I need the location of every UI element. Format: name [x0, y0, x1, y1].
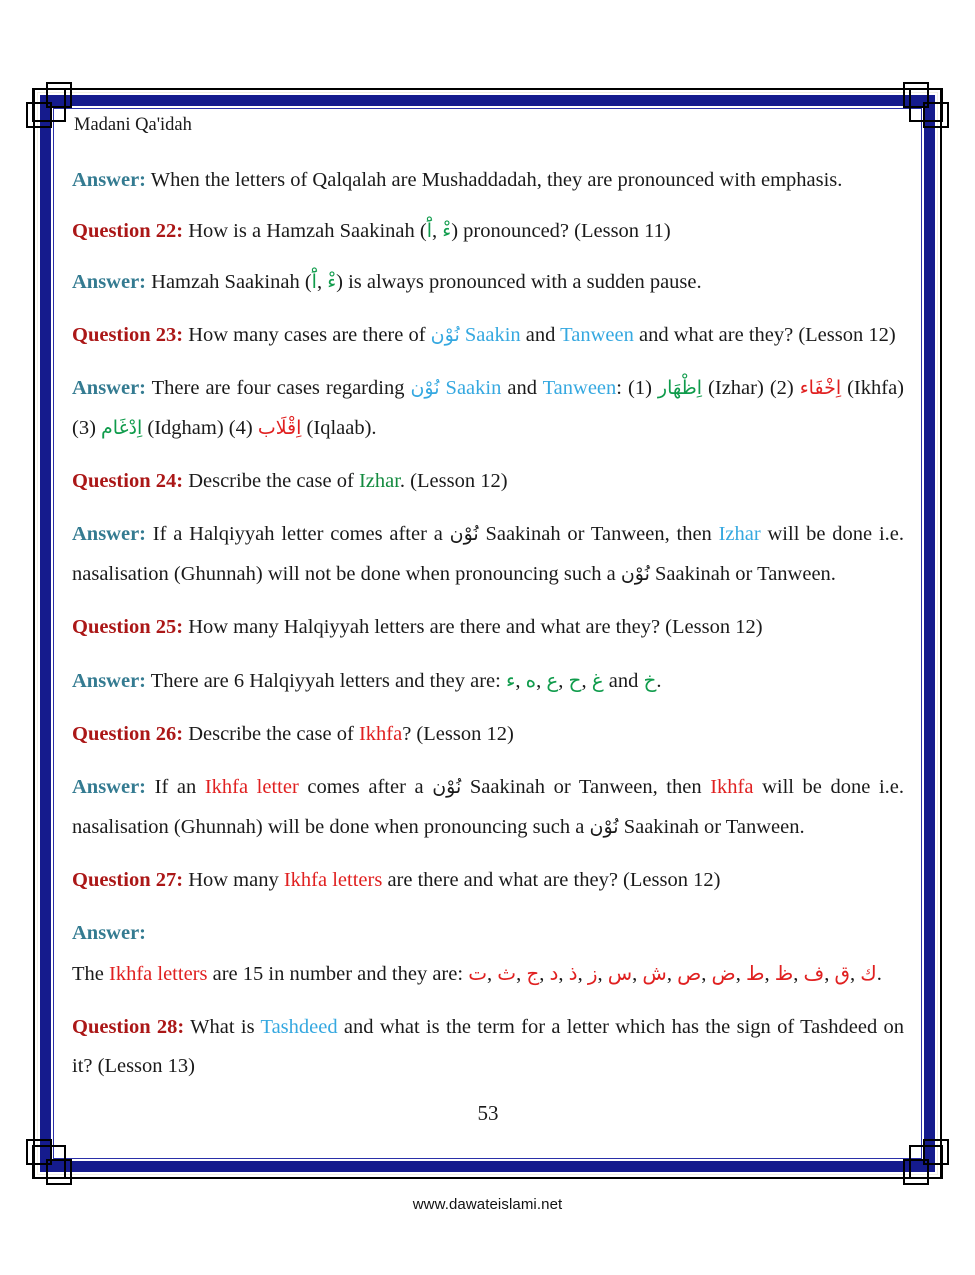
separator: ,: [539, 962, 550, 985]
question-label-26: Question 26:: [72, 722, 184, 745]
separator: ,: [515, 669, 526, 692]
arabic-ikhfa-letter: ظ: [774, 960, 794, 985]
question-text-22a: How is a Hamzah Saakinah (: [183, 220, 427, 243]
answer-text-23c: : (1): [616, 376, 658, 399]
conjunction: and: [603, 669, 644, 692]
question-label-23: Question 23:: [72, 323, 184, 346]
answer-text-22b: ,: [316, 270, 328, 293]
question-text-24a: Describe the case of: [183, 469, 359, 492]
question-text-23b: and: [520, 323, 561, 346]
question-label-24: Question 24:: [72, 469, 184, 492]
question-text-23c: and what are they? (Lesson 12): [633, 323, 896, 346]
answer-text-23b: and: [501, 376, 543, 399]
question-block-24: [72, 462, 904, 502]
corner-ornament-bottom-right: [883, 1119, 953, 1189]
arabic-noon: نُوْن: [620, 562, 650, 585]
question-text-26b: ? (Lesson 12): [402, 722, 514, 745]
answer-block-26: [72, 768, 904, 848]
arabic-ikhfa-letter: ك: [860, 960, 877, 985]
question-label-27: Question 27:: [72, 868, 184, 891]
question-text-23a: How many cases are there of: [183, 323, 431, 346]
term-tanween: Tanween: [542, 376, 617, 399]
answer-text-26e: Saakinah or Tanween.: [618, 815, 805, 838]
corner-ornament-bottom-left: [22, 1119, 92, 1189]
question-block-23: [72, 316, 904, 356]
arabic-ikhfa-letter: د: [549, 960, 559, 985]
arabic-ikhfa-letter: ط: [745, 960, 765, 985]
answer-block-27: [72, 954, 904, 995]
separator: ,: [735, 962, 746, 985]
term-ikhfa-letter: Ikhfa letter: [204, 775, 299, 798]
answer-text-22c: ) is always pronounced with a sudden pause.: [336, 270, 702, 293]
question-text-22b: ,: [432, 220, 443, 243]
question-text-28a: What is: [184, 1015, 261, 1038]
answer-text-26a: If an: [146, 775, 205, 798]
arabic-idgham: اِدْغَام: [101, 416, 143, 439]
arabic-halqiyyah-letter: خ: [643, 667, 657, 692]
arabic-ikhfa-letter: س: [607, 960, 633, 985]
arabic-ikhfa-letter: ف: [803, 960, 825, 985]
page-content: [72, 113, 904, 1126]
separator: ,: [666, 962, 678, 985]
question-text-26a: Describe the case of: [183, 722, 359, 745]
separator: ,: [558, 669, 569, 692]
question-text-27b: are there and what are they? (Lesson 12): [382, 868, 721, 891]
answer-label: Answer:: [72, 169, 147, 192]
answer-text-27a: The: [72, 962, 109, 985]
answer-block-25: [72, 661, 904, 702]
arabic-halqiyyah-letter: ء: [505, 667, 516, 692]
arabic-noon: نُوْن: [449, 522, 479, 545]
term-ikhfa: Ikhfa: [358, 722, 403, 745]
term-tashdeed: Tashdeed: [260, 1015, 338, 1038]
arabic-ikhfa-letter: ص: [677, 960, 702, 985]
answer-label: Answer:: [72, 522, 147, 545]
separator: ,: [487, 962, 498, 985]
question-block-26: [72, 715, 904, 755]
arabic-noon: نُوْن: [430, 323, 460, 346]
separator: ,: [581, 669, 592, 692]
answer-block-23: [72, 369, 904, 449]
arabic-noon: نُوْن: [589, 815, 619, 838]
question-text-27a: How many: [183, 868, 284, 891]
separator: ,: [597, 962, 608, 985]
answer-text-23d: (Izhar) (2): [702, 376, 800, 399]
question-block-22: [72, 212, 904, 252]
answer-label: Answer:: [72, 376, 147, 399]
term-saakin: Saakin: [464, 323, 521, 346]
term-saakin: Saakin: [445, 376, 502, 399]
arabic-ikhfa-letter: ج: [526, 960, 540, 985]
arabic-ikhfa-letter: ق: [834, 960, 850, 985]
answer-text-25b: .: [656, 669, 662, 692]
page-number: 53: [477, 1101, 499, 1126]
arabic-ikhfa-letter: ت: [468, 960, 488, 985]
answer-block-22: [72, 263, 904, 303]
answer-text-25a: There are 6 Halqiyyah letters and they are:: [146, 669, 506, 692]
answer-text-23e: (Ikhfa) (3): [72, 376, 905, 439]
separator: ,: [558, 962, 569, 985]
question-text-25: How many Halqiyyah letters are there and what are they? (Lesson 12): [183, 615, 763, 638]
answer-block-27-label: [72, 914, 904, 954]
separator: ,: [536, 669, 547, 692]
answer-text-27c: .: [876, 962, 882, 985]
arabic-noon: نُوْن: [410, 376, 440, 399]
answer-label: Answer:: [72, 669, 147, 692]
term-izhar: Izhar: [718, 522, 761, 545]
question-text-24b: . (Lesson 12): [399, 469, 508, 492]
arabic-hamzah-alif: اَْ: [426, 220, 432, 243]
term-izhar: Izhar: [358, 469, 400, 492]
answer-text-23f: (Idgham) (4): [142, 416, 258, 439]
answer-text-27b: are 15 in number and they are:: [207, 962, 469, 985]
arabic-halqiyyah-letter: ح: [568, 667, 582, 692]
answer-text-21: When the letters of Qalqalah are Mushaddadah, they are pronounced with emphasis.: [146, 169, 843, 192]
answer-text-26d: will be done i.e. nasalisation (Ghunnah) will be done when pronouncing such a: [72, 775, 904, 838]
question-block-25: [72, 608, 904, 648]
separator: ,: [577, 962, 588, 985]
separator: ,: [516, 962, 527, 985]
footer-url: www.dawateislami.net: [412, 1196, 563, 1213]
separator: ,: [824, 962, 835, 985]
answer-text-24d: Saakinah or Tanween.: [649, 562, 836, 585]
question-text-22c: ) pronounced? (Lesson 11): [451, 220, 671, 243]
answer-label: Answer:: [72, 775, 147, 798]
separator: ,: [701, 962, 712, 985]
answer-block-24: [72, 515, 904, 595]
question-text-28b: and what is the term for a letter which has the sign of Tashdeed on it? (Lesson 13): [72, 1015, 904, 1078]
arabic-halqiyyah-letter: ه: [525, 667, 537, 692]
arabic-ikhfa-letter: ث: [497, 960, 517, 985]
term-tanween: Tanween: [560, 323, 634, 346]
arabic-izhar: اِظْهَار: [657, 376, 703, 399]
answer-text-24c: will be done i.e. nasalisation (Ghunnah) will not be done when pronouncing such a: [72, 522, 904, 585]
arabic-ikhfa-letter: ش: [642, 960, 667, 985]
running-head: Madani Qa'idah: [74, 115, 192, 135]
arabic-hamzah: ءْ: [442, 220, 452, 243]
question-label-22: Question 22:: [72, 220, 184, 243]
answer-text-23g: (Iqlaab).: [301, 416, 377, 439]
answer-text-22a: Hamzah Saakinah (: [146, 270, 312, 293]
answer-label: Answer:: [72, 270, 147, 293]
arabic-ikhfa-letter: ض: [711, 960, 736, 985]
arabic-ikhfa-letter: ذ: [568, 960, 578, 985]
term-ikhfa: Ikhfa: [710, 775, 754, 798]
question-label-28: Question 28:: [72, 1015, 185, 1038]
arabic-noon: نُوْن: [432, 775, 462, 798]
answer-label: Answer:: [72, 921, 147, 944]
arabic-iqlaab: اِقْلَاب: [257, 416, 302, 439]
separator: ,: [632, 962, 643, 985]
arabic-hamzah-alif: اَْ: [311, 270, 317, 293]
arabic-halqiyyah-letter: ع: [546, 667, 559, 692]
separator: ,: [849, 962, 861, 985]
answer-text-24b: Saakinah or Tanween, then: [478, 522, 719, 545]
arabic-halqiyyah-letter: غ: [591, 667, 604, 692]
answer-text-24a: If a Halqiyyah letter comes after a: [146, 522, 450, 545]
separator: ,: [793, 962, 804, 985]
term-ikhfa-letters: Ikhfa letters: [109, 962, 208, 985]
term-ikhfa-letters: Ikhfa letters: [283, 868, 383, 891]
answer-block-21: [72, 161, 904, 201]
answer-text-23a: There are four cases regarding: [146, 376, 411, 399]
question-block-27: [72, 861, 904, 901]
question-block-28: [72, 1008, 904, 1088]
arabic-ikhfa-letter: ز: [587, 960, 598, 985]
answer-text-26c: Saakinah or Tanween, then: [461, 775, 711, 798]
arabic-ikhfa: اِخْفَاء: [799, 376, 842, 399]
separator: ,: [764, 962, 775, 985]
answer-text-26b: comes after a: [298, 775, 433, 798]
question-label-25: Question 25:: [72, 615, 184, 638]
arabic-hamzah: ءْ: [327, 270, 337, 293]
